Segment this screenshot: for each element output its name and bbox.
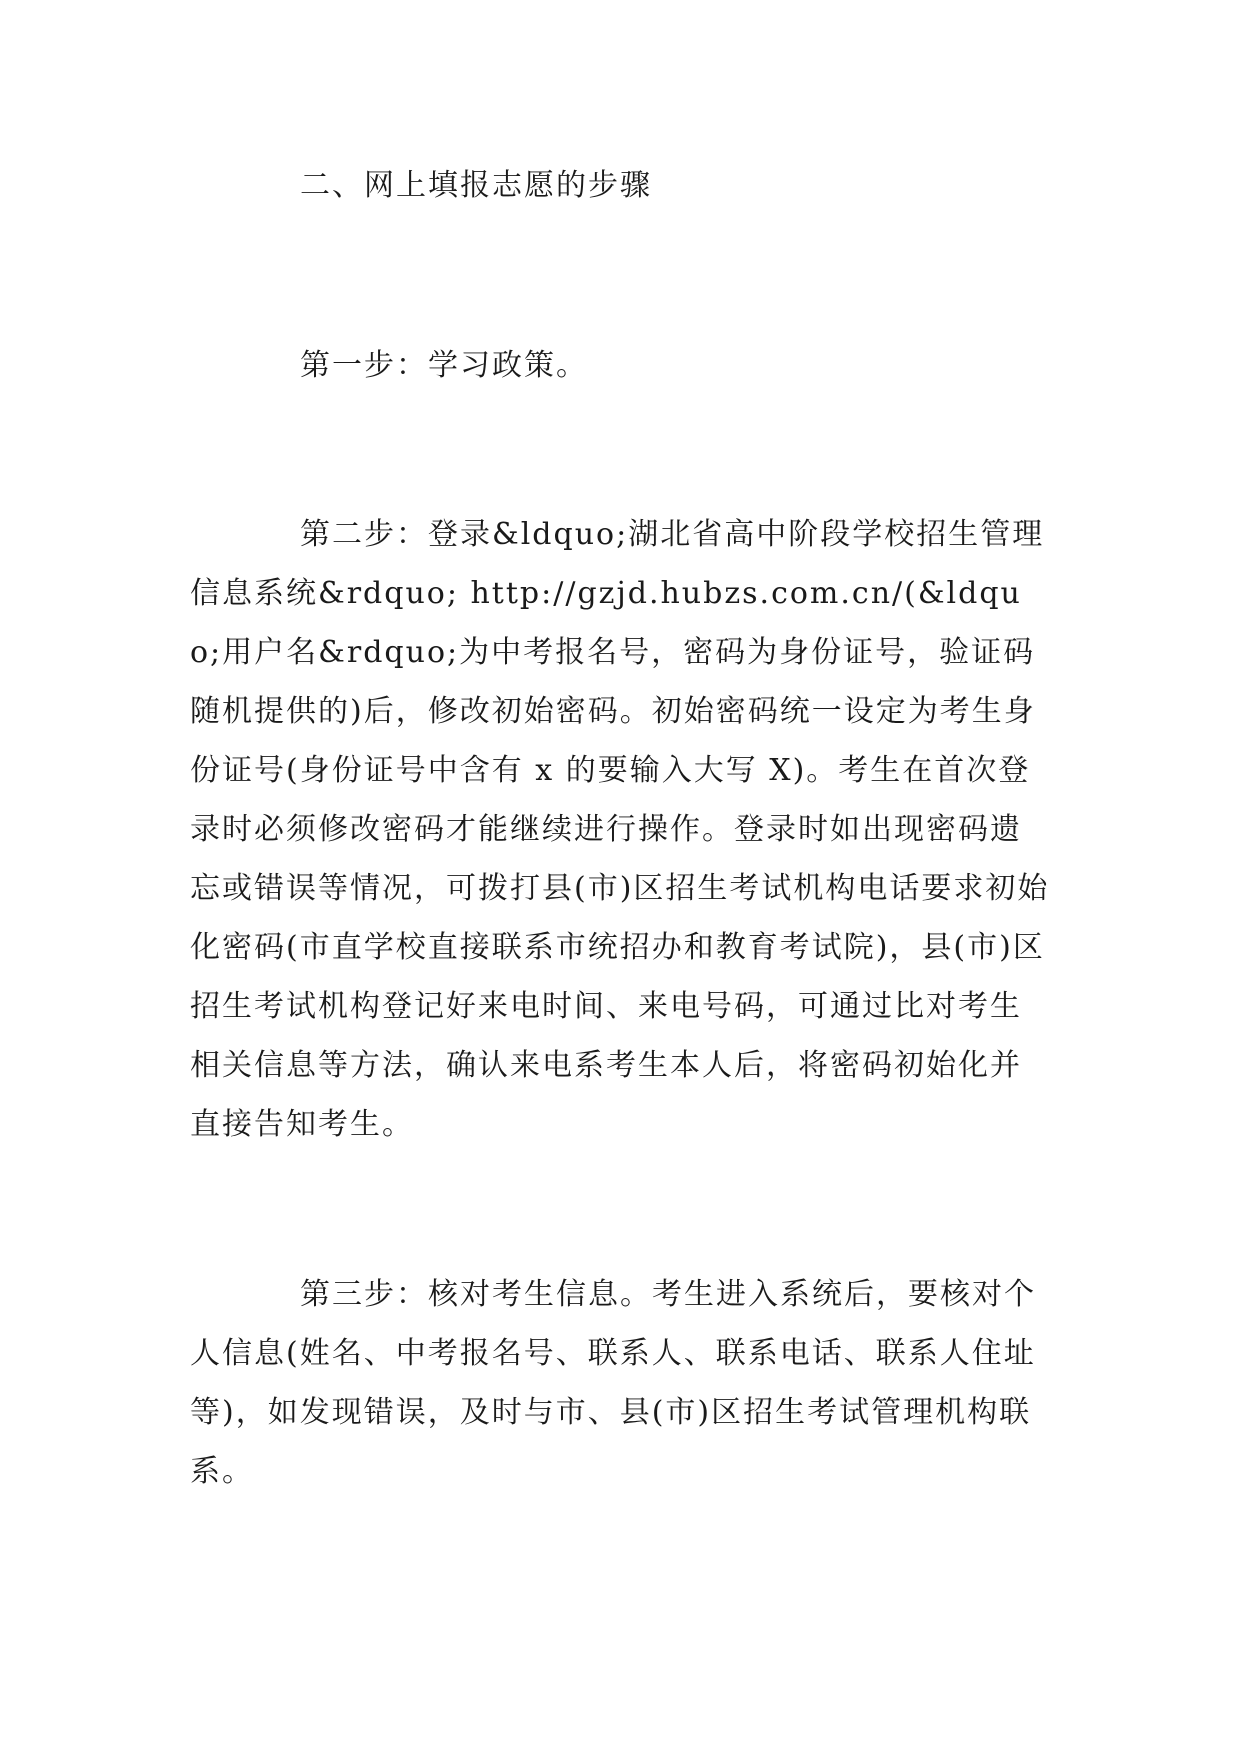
step-3-paragraph: 第三步：核对考生信息。考生进入系统后，要核对个人信息(姓名、中考报名号、联系人、联系电话、联系人住址等)，如发现错误，及时与市、县(市)区招生考试管理机构联系。 (190, 1277, 1036, 1489)
step-2-paragraph: 第二步：登录&ldquo;湖北省高中阶段学校招生管理信息系统&rdquo; http://gzjd.hubzs.com.cn/(&ldquo;用户名&rdquo;为中考报名号，密码为身份证号，验证码随机提供的)后，修改初始密码。初始密码统一设定为考生身份证号(身份证号中含有 x 的要输入大写 X)。考生在首次登录时必须修改密码才能继续进行操作。登录时如出现密码遗忘或错误等情况，可拨打县(市)区招生考试机构电话要求初始化密码(市直学校直接联系市统招办和教育考试院)，县(市)区招生考试机构登记好来电时间、来电号码，可通过比对考生相关信息等方法，确认来电系考生本人后，将密码初始化并直接告知考生。 (190, 517, 1050, 1142)
step-1-paragraph: 第一步：学习政策。 (300, 348, 588, 383)
section-heading: 二、网上填报志愿的步骤 (300, 168, 652, 203)
